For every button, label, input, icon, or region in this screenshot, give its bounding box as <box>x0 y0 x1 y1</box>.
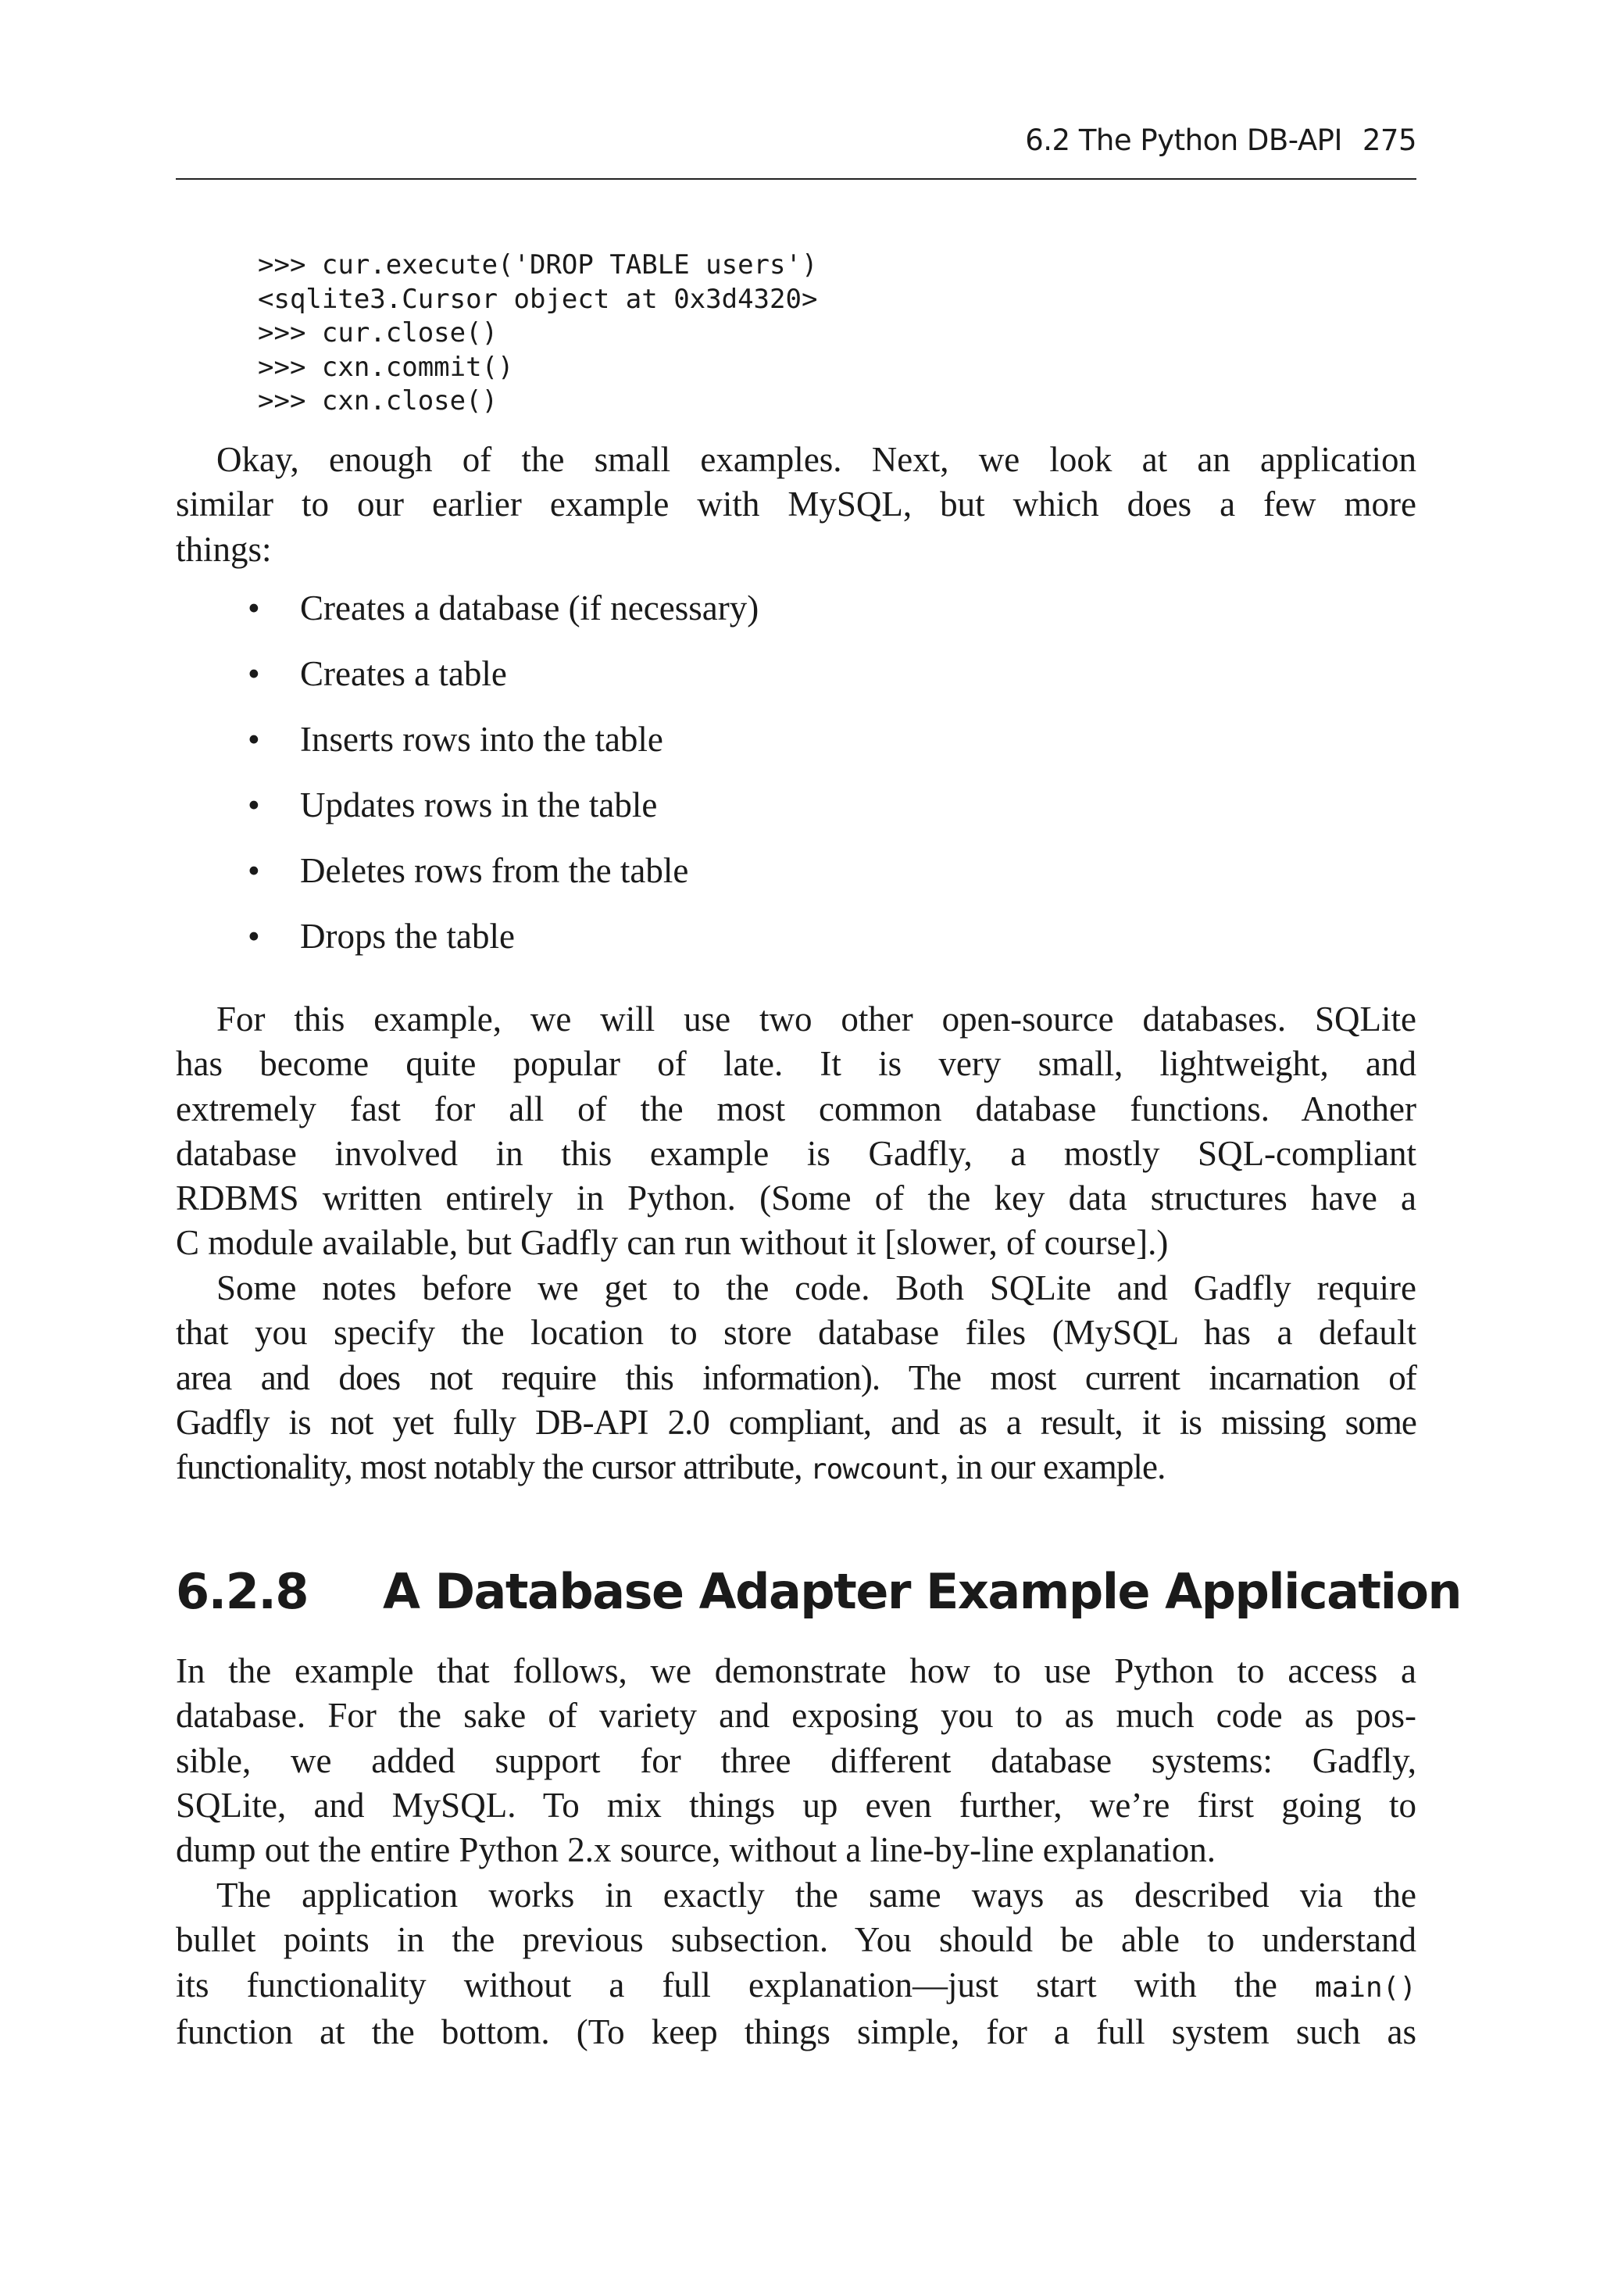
text-line: bullet points in the previous subsection. You should be able to understand <box>176 1920 1416 1960</box>
text-line: database. For the sake of variety and exposing you to as much code as pos- <box>176 1696 1416 1736</box>
code-line: >>> cur.close() <box>258 317 498 349</box>
bullet-text: Creates a table <box>300 654 507 693</box>
code-block <box>258 249 817 419</box>
bullet-text: Deletes rows from the table <box>300 851 689 890</box>
bullet-icon: • <box>248 654 260 693</box>
header-rule <box>176 178 1416 180</box>
text-fragment: functionality, most notably the cursor attribute, <box>176 1447 810 1487</box>
bullet-item <box>176 783 759 849</box>
application-paragraph <box>176 1873 1416 2055</box>
bullet-text: Drops the table <box>300 917 515 956</box>
bullet-item <box>176 849 759 914</box>
section-number: 6.2.8 <box>176 1563 309 1620</box>
text-line: extremely fast for all of the most common database functions. Another <box>176 1089 1416 1128</box>
text-line: things: <box>176 529 272 569</box>
text-line <box>176 1963 1416 2010</box>
bullet-icon: • <box>248 917 260 956</box>
code-line: <sqlite3.Cursor object at 0x3d4320> <box>258 283 818 315</box>
bullet-text: Inserts rows into the table <box>300 720 663 759</box>
text-fragment: its functionality without a full explanation—just start with the <box>176 1965 1315 2005</box>
text-line: area and does not require this information). The most current incarnation of <box>176 1357 1416 1397</box>
text-line: database involved in this example is Gadfly, a mostly SQL-compliant <box>176 1133 1416 1173</box>
text-line: that you specify the location to store database files (MySQL has a default <box>176 1313 1416 1353</box>
section-title: A Database Adapter Example Application <box>383 1563 1462 1620</box>
bullet-text: Creates a database (if necessary) <box>300 588 759 628</box>
text-line: function at the bottom. (To keep things simple, for a full system such as <box>176 2012 1416 2051</box>
bullet-item <box>176 914 759 980</box>
inline-code: rowcount <box>809 1454 941 1486</box>
text-line: The application works in exactly the same ways as described via the <box>216 1876 1416 1915</box>
text-line: sible, we added support for three different database systems: Gadfly, <box>176 1740 1416 1780</box>
bullet-icon: • <box>248 720 260 759</box>
text-line: Gadfly is not yet fully DB-API 2.0 compliant, and as a result, it is missing some <box>176 1402 1416 1442</box>
text-line: has become quite popular of late. It is very small, lightweight, and <box>176 1044 1416 1084</box>
text-line: In the example that follows, we demonstrate how to use Python to access a <box>176 1651 1416 1690</box>
text-line: SQLite, and MySQL. To mix things up even further, we’re first going to <box>176 1785 1416 1825</box>
databases-paragraph <box>176 997 1416 1266</box>
inline-code: main() <box>1314 1971 1416 2004</box>
text-line: similar to our earlier example with MySQL, but which does a few more <box>176 485 1416 524</box>
bullet-item <box>176 717 759 783</box>
page-number: 275 <box>1362 123 1416 157</box>
bullet-item <box>176 586 759 652</box>
bullet-icon: • <box>248 588 260 628</box>
notes-paragraph <box>176 1266 1416 1492</box>
feature-bullet-list <box>176 586 759 980</box>
text-fragment: , in our example. <box>940 1447 1166 1487</box>
text-line: RDBMS written entirely in Python. (Some of the key data structures have a <box>176 1178 1416 1218</box>
header-section-title: 6.2 The Python DB-API <box>1025 123 1342 157</box>
code-line: >>> cxn.close() <box>258 385 498 417</box>
text-line: dump out the entire Python 2.x source, without a line-by-line explanation. <box>176 1830 1216 1870</box>
text-line: C module available, but Gadfly can run without it [slower, of course].) <box>176 1223 1169 1263</box>
bullet-item <box>176 652 759 717</box>
code-line: >>> cxn.commit() <box>258 351 514 383</box>
text-line: Some notes before we get to the code. Both SQLite and Gadfly require <box>216 1268 1416 1307</box>
code-line: >>> cur.execute('DROP TABLE users') <box>258 249 818 281</box>
bullet-icon: • <box>248 851 260 890</box>
text-line: For this example, we will use two other open-source databases. SQLite <box>216 1000 1416 1039</box>
bullet-text: Updates rows in the table <box>300 785 658 824</box>
example-intro-paragraph <box>176 1649 1416 1872</box>
section-heading <box>176 1563 1461 1620</box>
running-header <box>1025 123 1416 157</box>
text-line: Okay, enough of the small examples. Next, we look at an application <box>216 440 1416 479</box>
text-line <box>176 1445 1416 1492</box>
intro-paragraph <box>176 438 1416 572</box>
bullet-icon: • <box>248 785 260 824</box>
